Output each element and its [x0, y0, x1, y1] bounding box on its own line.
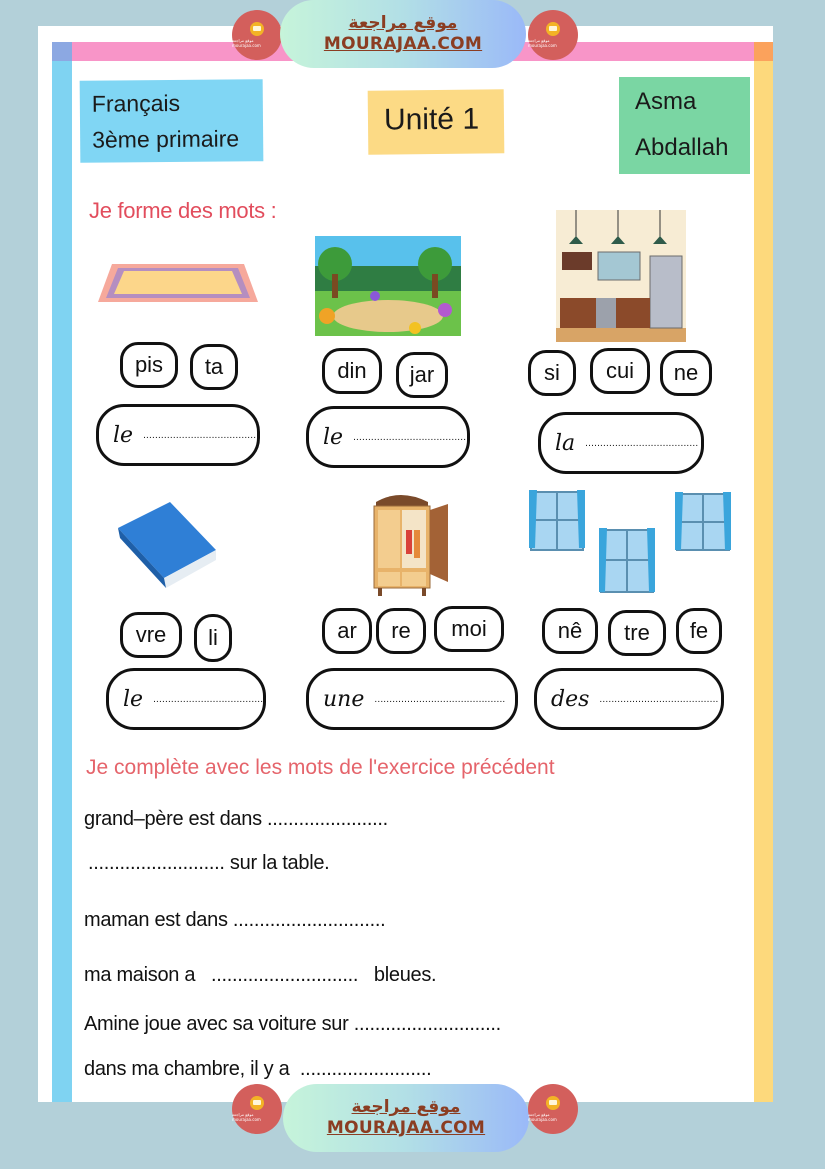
watermark-badge-right: [528, 10, 578, 60]
book-logo-icon: [546, 22, 560, 36]
answer-blank[interactable]: ......................................: [353, 431, 467, 443]
watermark-badge-left: [232, 1084, 282, 1134]
subject-tag: [80, 79, 264, 163]
watermark-arabic: موقع مراجعة: [348, 13, 458, 33]
windows-picture: [527, 486, 737, 604]
article: le: [123, 686, 144, 712]
book-logo-icon: [546, 1096, 560, 1110]
syllable-card[interactable]: re: [376, 608, 426, 654]
watermark-badge-left: [232, 10, 282, 60]
badge-text: موقع مراجعة mourajaa.com: [232, 1112, 261, 1122]
answer-box[interactable]: [96, 404, 260, 466]
watermark-latin: MOURAJAA.COM: [323, 34, 483, 54]
sentence[interactable]: dans ma chambre, il y a .........................: [84, 1058, 432, 1080]
syllable-card[interactable]: fe: [676, 608, 722, 654]
border-left: [52, 61, 72, 1102]
syllable-card[interactable]: jar: [396, 352, 448, 398]
book-logo-icon: [250, 1096, 264, 1110]
author-first-name: Asma: [635, 88, 697, 115]
article: le: [113, 422, 134, 448]
sentence[interactable]: maman est dans .............................: [84, 909, 386, 931]
syllable-card[interactable]: si: [528, 350, 576, 396]
answer-box[interactable]: [534, 668, 724, 730]
syllable-card[interactable]: din: [322, 348, 382, 394]
answer-blank[interactable]: ......................................: [585, 437, 699, 449]
answer-blank[interactable]: ............................................: [374, 693, 506, 705]
garden-picture: [315, 236, 461, 336]
watermark-link[interactable]: [280, 0, 526, 68]
article: le: [323, 424, 344, 450]
syllable-card[interactable]: nê: [542, 608, 598, 654]
sentence[interactable]: ma maison a ............................ bleues.: [84, 964, 437, 986]
grade-label: 3ème primaire: [92, 125, 240, 153]
syllable-card[interactable]: ar: [322, 608, 372, 654]
watermark-bottom: [0, 1084, 825, 1154]
syllable-card[interactable]: li: [194, 614, 232, 662]
author-tag: [619, 77, 750, 174]
sentence[interactable]: grand–père est dans .......................: [84, 808, 388, 830]
book-logo-icon: [250, 22, 264, 36]
unit-tag: [368, 89, 505, 154]
badge-text: موقع مراجعة mourajaa.com: [528, 1112, 557, 1122]
syllable-card[interactable]: ta: [190, 344, 238, 390]
syllable-card[interactable]: pis: [120, 342, 178, 388]
badge-text: موقع مراجعة mourajaa.com: [528, 38, 557, 48]
answer-blank[interactable]: ........................................: [599, 693, 719, 705]
watermark-arabic: موقع مراجعة: [351, 1097, 461, 1117]
syllable-card[interactable]: cui: [590, 348, 650, 394]
badge-text: موقع مراجعة mourajaa.com: [232, 38, 261, 48]
answer-box[interactable]: [538, 412, 704, 474]
syllable-card[interactable]: vre: [120, 612, 182, 658]
watermark-latin: MOURAJAA.COM: [326, 1118, 486, 1138]
watermark-badge-right: [528, 1084, 578, 1134]
exercise2-title: Je complète avec les mots de l'exercice précédent: [86, 756, 555, 779]
article: la: [555, 430, 576, 456]
answer-blank[interactable]: ......................................: [153, 693, 267, 705]
sentence[interactable]: Amine joue avec sa voiture sur ............................: [84, 1013, 501, 1035]
border-right: [754, 61, 773, 1102]
article: une: [323, 686, 365, 712]
book-picture: [118, 498, 218, 590]
answer-box[interactable]: [106, 668, 266, 730]
watermark-link[interactable]: [283, 1084, 529, 1152]
subject-label: Français: [91, 89, 181, 117]
answer-box[interactable]: [306, 406, 470, 468]
answer-blank[interactable]: ......................................: [143, 429, 257, 441]
syllable-card[interactable]: tre: [608, 610, 666, 656]
syllable-card[interactable]: moi: [434, 606, 504, 652]
exercise1-title: Je forme des mots :: [89, 198, 277, 223]
rug-picture: [98, 262, 258, 304]
unit-label: Unité 1: [383, 102, 480, 137]
kitchen-picture: [556, 210, 686, 342]
article: des: [551, 686, 590, 712]
wardrobe-picture: [370, 488, 452, 600]
sentence[interactable]: .......................... sur la table.: [88, 852, 330, 874]
author-last-name: Abdallah: [635, 134, 729, 161]
answer-box[interactable]: [306, 668, 518, 730]
watermark-top: [0, 0, 825, 70]
syllable-card[interactable]: ne: [660, 350, 712, 396]
